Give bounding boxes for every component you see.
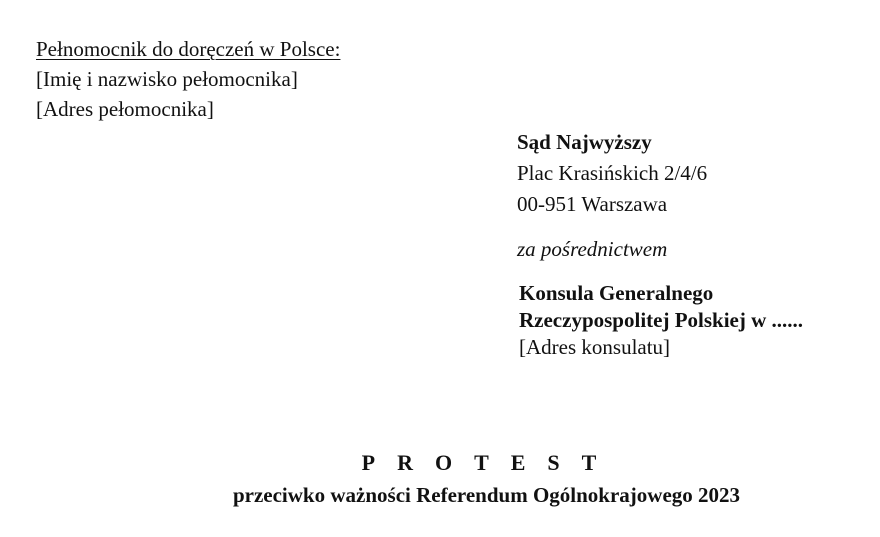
document-title: PROTEST — [361, 450, 619, 475]
document-subtitle: przeciwko ważności Referendum Ogólnokrajowego 2023 — [232, 483, 741, 507]
proxy-name-placeholder: [Imię i nazwisko pełomocnika] — [36, 67, 298, 91]
document-subtitle-block — [0, 480, 880, 510]
court-name: Sąd Najwyższy — [517, 130, 652, 154]
proxy-address-block — [36, 34, 340, 124]
proxy-heading: Pełnomocnik do doręczeń w Polsce: — [36, 37, 341, 61]
document-title-block — [0, 447, 880, 479]
consul-address-placeholder: [Adres konsulatu] — [519, 335, 671, 359]
consul-line-2: Rzeczypospolitej Polskiej w ...... — [519, 308, 804, 332]
consul-line-1: Konsula Generalnego — [519, 281, 714, 305]
court-street: Plac Krasińskich 2/4/6 — [517, 161, 708, 185]
court-city: 00-951 Warszawa — [517, 192, 668, 216]
consul-block — [519, 280, 803, 361]
proxy-address-placeholder: [Adres pełomocnika] — [36, 97, 214, 121]
recipient-court-block — [517, 127, 707, 220]
via-text: za pośrednictwem — [517, 237, 668, 261]
